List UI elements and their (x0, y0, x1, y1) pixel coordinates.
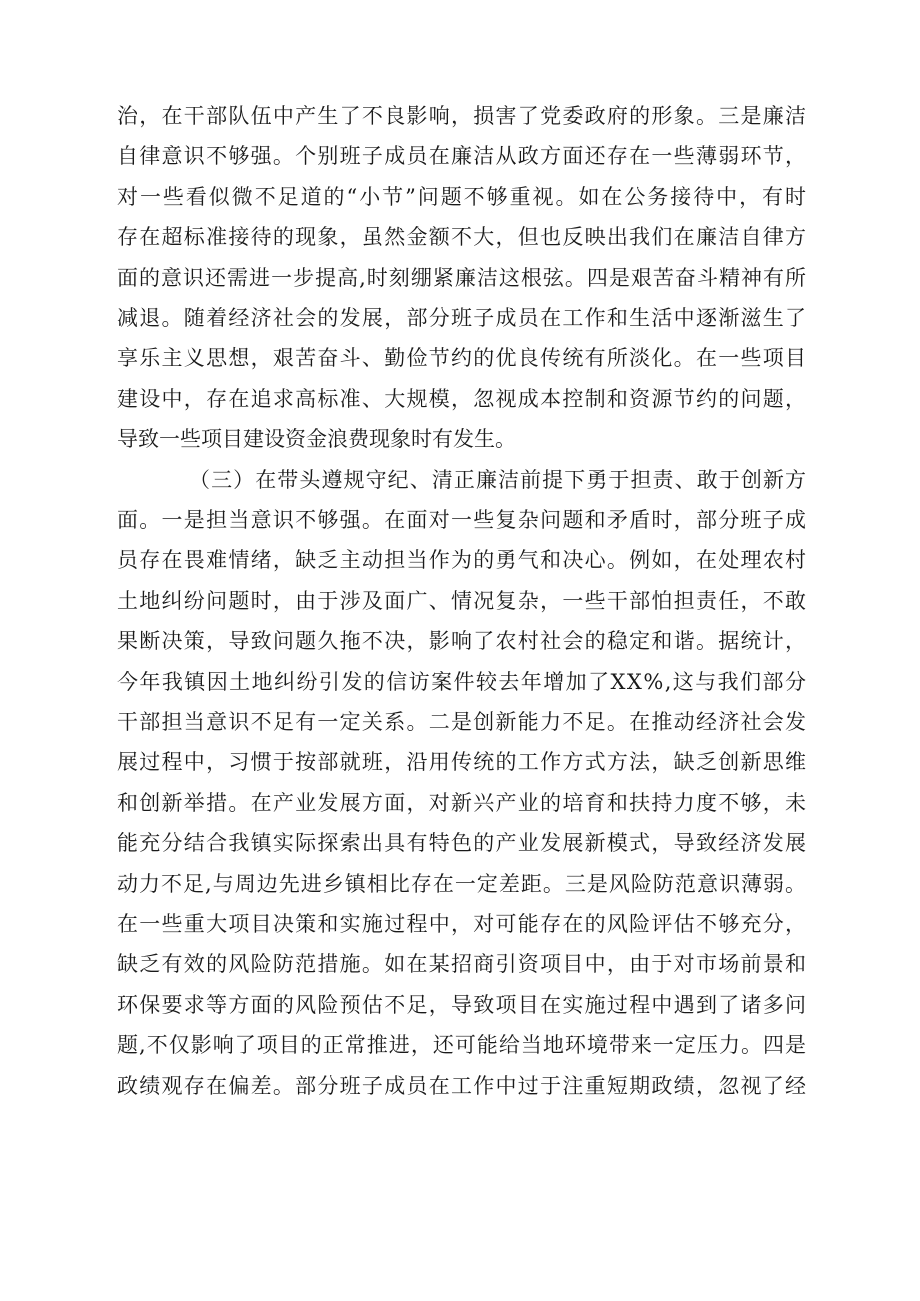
section-heading-line: （三）在带头遵规守纪、清正廉洁前提下勇于担责、敢于创新方 (189, 468, 808, 492)
text-line: 员存在畏难情绪，缺乏主动担当作为的勇气和决心。例如，在处理农村 (117, 548, 808, 572)
text-line: 政绩观存在偏差。部分班子成员在工作中过于注重短期政绩，忽视了经 (117, 1074, 808, 1098)
text-line: 建设中，存在追求高标准、大规模，忽视成本控制和资源节约的问题， (117, 387, 808, 411)
text-line: 动力不足,与周边先进乡镇相比存在一定差距。三是风险防范意识薄弱。 (117, 872, 807, 896)
text-line: 果断决策，导致问题久拖不决，影响了农村社会的稳定和谐。据统计， (117, 629, 808, 653)
text-line: 享乐主义思想，艰苦奋斗、勤俭节约的优良传统有所淡化。在一些项目 (117, 346, 808, 370)
text-line: 和创新举措。在产业发展方面，对新兴产业的培育和扶持力度不够，未 (117, 791, 808, 815)
text-line: 面。一是担当意识不够强。在面对一些复杂问题和矛盾时，部分班子成 (117, 508, 808, 532)
text-line: 导致一些项目建设资金浪费现象时有发生。 (117, 427, 516, 451)
text-line: 缺乏有效的风险防范措施。如在某招商引资项目中，由于对市场前景和 (117, 952, 808, 976)
text-line: 题,不仅影响了项目的正常推进，还可能给当地环境带来一定压力。四是 (117, 1033, 807, 1057)
text-line: 能充分结合我镇实际探索出具有特色的产业发展新模式，导致经济发展 (117, 831, 808, 855)
text-line: 土地纠纷问题时，由于涉及面广、情况复杂，一些干部怕担责任，不敢 (117, 589, 808, 613)
text-line: 干部担当意识不足有一定关系。二是创新能力不足。在推动经济社会发 (117, 710, 808, 734)
text-line: 自律意识不够强。个别班子成员在廉洁从政方面还存在一些薄弱环节， (117, 144, 808, 168)
text-line: 存在超标准接待的现象，虽然金额不大，但也反映出我们在廉洁自律方 (117, 225, 808, 249)
text-line: 面的意识还需进一步提高,时刻绷紧廉洁这根弦。四是艰苦奋斗精神有所 (117, 266, 807, 290)
text-line: 在一些重大项目决策和实施过程中，对可能存在的风险评估不够充分， (117, 912, 808, 936)
text-line: 今年我镇因土地纠纷引发的信访案件较去年增加了XX%,这与我们部分 (117, 670, 808, 694)
text-line: 治，在干部队伍中产生了不良影响，损害了党委政府的形象。三是廉洁 (117, 104, 808, 128)
text-line: 展过程中，习惯于按部就班，沿用传统的工作方式方法，缺乏创新思维 (117, 750, 808, 774)
text-line: 对一些看似微不足道的“小节”问题不够重视。如在公务接待中，有时 (117, 185, 808, 209)
text-line: 减退。随着经济社会的发展，部分班子成员在工作和生活中逐渐滋生了 (117, 306, 808, 330)
text-line: 环保要求等方面的风险预估不足，导致项目在实施过程中遇到了诸多问 (117, 993, 808, 1017)
